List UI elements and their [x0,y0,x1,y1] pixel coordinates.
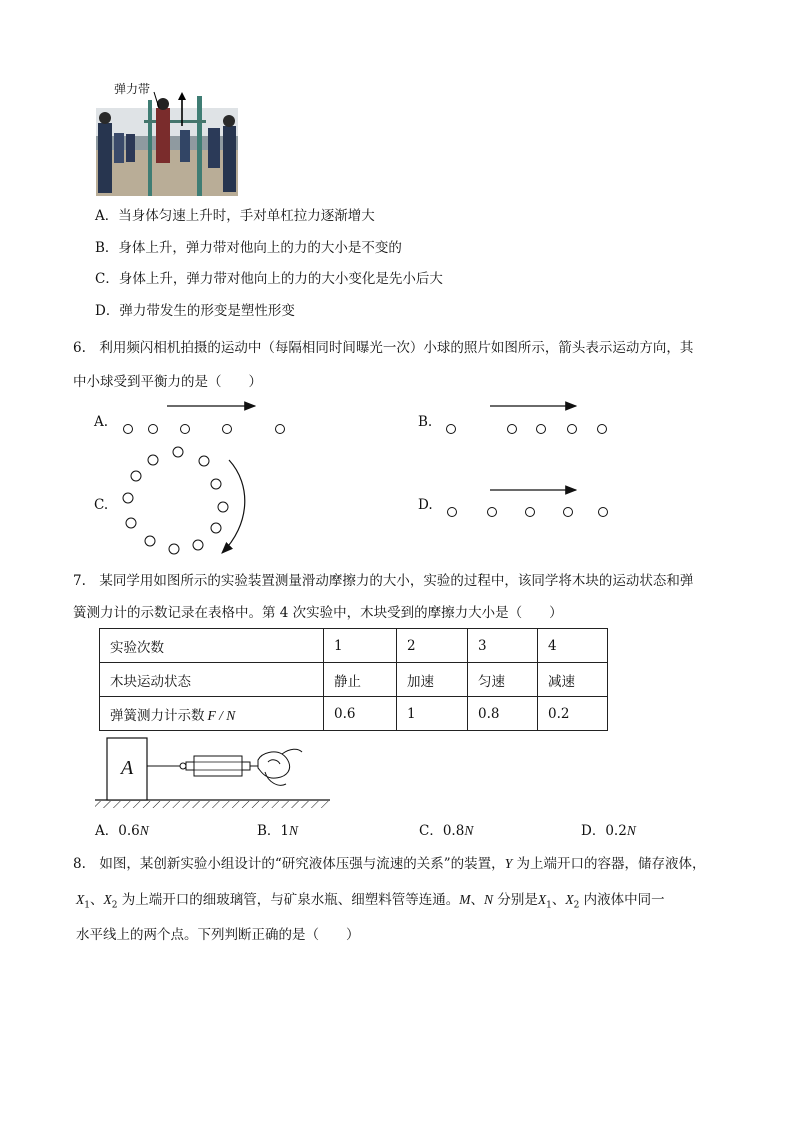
text: 为上端开口的细玻璃管，与矿泉水瓶、细塑料管等连通。 [117,892,460,908]
ball [124,425,133,434]
diagram-b [447,406,607,434]
q6-option-a-label[interactable]: A. [94,414,109,430]
ball [123,493,133,503]
ball [447,425,456,434]
ball [218,502,228,512]
q6-option-d-label[interactable]: D. [418,497,433,513]
experiment-table [99,628,608,731]
var-x2: X [103,892,112,907]
ball [276,425,285,434]
q6-stem-line1: 6. 利用频闪相机拍摄的运动中（每隔相同时间曝光一次）小球的照片如图所示，箭头表示运动方向，其 [73,340,694,356]
block-label: A [121,757,134,779]
ball [181,425,190,434]
text: 为上端开口的容器，储存液体， [512,856,706,872]
table-cell: 2 [397,629,468,663]
table-cell: 实验次数 [100,629,324,663]
ball [598,425,607,434]
ball [145,536,155,546]
var-n: N [484,892,494,907]
ball [148,455,158,465]
diagram-d [448,490,608,517]
var-x1: X [76,892,85,907]
ball [126,518,136,528]
ball [131,471,141,481]
table-cell: 木块运动状态 [100,663,324,697]
q5-option-b[interactable]: B．身体上升，弹力带对他向上的力的大小是不变的 [95,240,402,256]
text: 、 [89,892,104,908]
text: 8. 如图，某创新实验小组设计的“研究液体压强与流速的关系”的装置， [73,856,505,872]
q8-stem-line3: 水平线上的两个点。下列判断正确的是（ ） [76,927,360,943]
subscript: 1 [546,900,552,911]
table-cell: 匀速 [468,663,538,697]
q5-option-a[interactable]: A．当身体匀速上升时，手对单杠拉力逐渐增大 [95,208,375,224]
text: 内液体中同一 [579,892,665,908]
ball [448,508,457,517]
table-cell: 3 [468,629,538,663]
option-letter: A． [95,823,119,839]
q7-option-a[interactable] [95,822,149,840]
ball [599,508,608,517]
option-letter: D． [581,823,606,839]
subscript: 2 [111,900,118,911]
table-cell: 静止 [324,663,397,697]
q7-stem-line1: 7. 某同学用如图所示的实验装置测量滑动摩擦力的大小，实验的过程中，该同学将木块的运动状态和弹 [73,573,694,589]
table-cell [100,697,324,731]
var-y: Y [504,856,513,871]
ball [199,456,209,466]
ball [508,425,517,434]
diagram-a [124,406,285,434]
var-x2: X [565,892,574,907]
option-unit: N [289,823,299,838]
option-letter: B． [257,823,281,839]
table-cell: 4 [538,629,608,663]
var-m: M [459,892,471,907]
option-value: 1 [280,823,290,839]
q8-stem-line2 [76,891,665,915]
subscript: 2 [573,900,580,911]
q7-option-c[interactable] [419,822,473,840]
hand-icon [258,752,290,778]
arrow-c [222,460,245,553]
diagram-c [123,447,245,554]
ball [211,523,221,533]
ball [193,540,203,550]
table-cell: 减速 [538,663,608,697]
option-unit: N [139,823,149,838]
spring-scale [194,756,242,776]
q5-option-d[interactable]: D．弹力带发生的形变是塑性形变 [95,303,295,319]
table-row [100,629,608,663]
table-row [100,663,608,697]
ball [488,508,497,517]
option-letter: C． [419,823,443,839]
option-unit: N [464,823,474,838]
q7-stem-line2: 簧测力计的示数记录在表格中。第 4 次实验中，木块受到的摩擦力大小是（ ） [73,605,563,621]
ball [564,508,573,517]
text: 、 [470,892,485,908]
option-value: 0.8 [442,823,465,839]
option-value: 0.6 [118,823,140,839]
ball [537,425,546,434]
ball [149,425,158,434]
q6-option-b-label[interactable]: B. [418,414,433,430]
table-cell: 1 [324,629,397,663]
text: 、 [551,892,566,908]
ball [173,447,183,457]
q8-stem-line1 [73,855,706,873]
table-cell: 加速 [397,663,468,697]
table-row [100,697,608,731]
q6-stem-line2: 中小球受到平衡力的是（ ） [73,374,262,390]
table-cell: 0.6 [324,697,397,731]
q5-option-c[interactable]: C．身体上升，弹力带对他向上的力的大小变化是先小后大 [95,271,443,287]
row-label: 弹簧测力计示数 [110,707,205,724]
ball [211,479,221,489]
ball [568,425,577,434]
ball [223,425,232,434]
option-value: 0.2 [605,823,627,839]
subscript: 1 [84,900,90,911]
table-cell: 0.8 [468,697,538,731]
photo-label: 弹力带 [114,82,151,96]
option-unit: N [626,823,636,838]
table-cell: 0.2 [538,697,608,731]
q6-option-c-label[interactable]: C. [94,497,109,513]
table-cell: 1 [397,697,468,731]
q7-option-d[interactable] [581,822,636,840]
q7-option-b[interactable] [257,822,298,840]
unit-label: F / N [207,707,236,723]
ball [526,508,535,517]
ball [169,544,179,554]
text: 分别是 [493,892,538,908]
var-x1: X [537,892,547,907]
